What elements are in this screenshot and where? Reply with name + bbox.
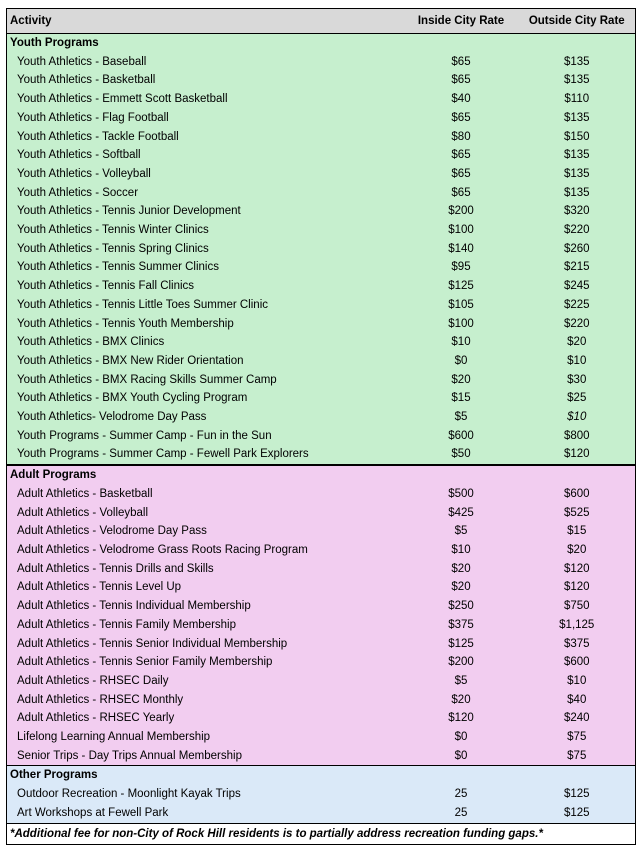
activity-cell: Adult Athletics - Volleyball bbox=[7, 504, 404, 523]
table-row bbox=[7, 616, 636, 635]
table-row bbox=[7, 389, 636, 408]
inside-rate-cell: $200 bbox=[404, 202, 519, 221]
activity-cell: Adult Athletics - RHSEC Yearly bbox=[7, 709, 404, 728]
inside-rate-cell: $65 bbox=[404, 53, 519, 72]
table-row bbox=[7, 53, 636, 72]
activity-cell: Youth Athletics - BMX New Rider Orientation bbox=[7, 352, 404, 371]
fee-table bbox=[6, 8, 636, 845]
inside-rate-cell: $65 bbox=[404, 165, 519, 184]
outside-rate-cell: $260 bbox=[519, 240, 636, 259]
inside-rate-cell: $20 bbox=[404, 691, 519, 710]
activity-cell: Youth Athletics - Softball bbox=[7, 146, 404, 165]
activity-cell: Adult Athletics - Velodrome Day Pass bbox=[7, 522, 404, 541]
table-row bbox=[7, 653, 636, 672]
activity-cell: Youth Athletics - Basketball bbox=[7, 71, 404, 90]
section-other-programs bbox=[7, 766, 636, 823]
activity-cell: Youth Athletics - Emmett Scott Basketball bbox=[7, 90, 404, 109]
table-row bbox=[7, 427, 636, 446]
section-title: Adult Programs bbox=[7, 465, 636, 485]
table-row bbox=[7, 352, 636, 371]
column-header-activity: Activity bbox=[7, 9, 404, 34]
table-row bbox=[7, 221, 636, 240]
table-row bbox=[7, 560, 636, 579]
inside-rate-cell: $125 bbox=[404, 277, 519, 296]
outside-rate-cell: $135 bbox=[519, 71, 636, 90]
section-title: Youth Programs bbox=[7, 34, 636, 53]
outside-rate-cell: $120 bbox=[519, 560, 636, 579]
table-row bbox=[7, 804, 636, 823]
outside-rate-cell: $20 bbox=[519, 541, 636, 560]
activity-cell: Youth Athletics - Tennis Youth Membership bbox=[7, 315, 404, 334]
outside-rate-cell: $150 bbox=[519, 128, 636, 147]
table-row bbox=[7, 578, 636, 597]
footnote: *Additional fee for non-City of Rock Hill residents is to partially address recreation funding gaps.* bbox=[7, 823, 636, 844]
table-footer bbox=[7, 823, 636, 844]
inside-rate-cell: $5 bbox=[404, 408, 519, 427]
inside-rate-cell: $20 bbox=[404, 560, 519, 579]
outside-rate-cell: $320 bbox=[519, 202, 636, 221]
inside-rate-cell: $10 bbox=[404, 541, 519, 560]
outside-rate-cell: $75 bbox=[519, 747, 636, 766]
inside-rate-cell: $15 bbox=[404, 389, 519, 408]
outside-rate-cell: $375 bbox=[519, 635, 636, 654]
inside-rate-cell: $65 bbox=[404, 184, 519, 203]
activity-cell: Youth Athletics - Soccer bbox=[7, 184, 404, 203]
table-row bbox=[7, 202, 636, 221]
table-row bbox=[7, 445, 636, 465]
inside-rate-cell: $65 bbox=[404, 146, 519, 165]
activity-cell: Adult Athletics - Basketball bbox=[7, 485, 404, 504]
activity-cell: Senior Trips - Day Trips Annual Membership bbox=[7, 747, 404, 766]
table-row bbox=[7, 371, 636, 390]
outside-rate-cell: $215 bbox=[519, 258, 636, 277]
table-row bbox=[7, 109, 636, 128]
table-row bbox=[7, 504, 636, 523]
activity-cell: Youth Athletics - Tennis Junior Development bbox=[7, 202, 404, 221]
outside-rate-cell: $120 bbox=[519, 578, 636, 597]
table-row bbox=[7, 71, 636, 90]
table-row bbox=[7, 315, 636, 334]
inside-rate-cell: $5 bbox=[404, 522, 519, 541]
inside-rate-cell: $80 bbox=[404, 128, 519, 147]
outside-rate-cell: $135 bbox=[519, 184, 636, 203]
table-row bbox=[7, 258, 636, 277]
inside-rate-cell: $105 bbox=[404, 296, 519, 315]
activity-cell: Youth Programs - Summer Camp - Fun in the Sun bbox=[7, 427, 404, 446]
inside-rate-cell: $40 bbox=[404, 90, 519, 109]
outside-rate-cell: $20 bbox=[519, 333, 636, 352]
activity-cell: Youth Athletics - Tennis Summer Clinics bbox=[7, 258, 404, 277]
outside-rate-cell: $525 bbox=[519, 504, 636, 523]
outside-rate-cell: $75 bbox=[519, 728, 636, 747]
outside-rate-cell: $135 bbox=[519, 165, 636, 184]
column-header-outside-rate: Outside City Rate bbox=[519, 9, 636, 34]
table-header bbox=[7, 9, 636, 34]
activity-cell: Adult Athletics - Tennis Level Up bbox=[7, 578, 404, 597]
inside-rate-cell: $100 bbox=[404, 221, 519, 240]
table-row bbox=[7, 240, 636, 259]
inside-rate-cell: $0 bbox=[404, 352, 519, 371]
outside-rate-cell: $15 bbox=[519, 522, 636, 541]
inside-rate-cell: $20 bbox=[404, 371, 519, 390]
activity-cell: Youth Athletics - Tennis Spring Clinics bbox=[7, 240, 404, 259]
outside-rate-cell: $220 bbox=[519, 221, 636, 240]
activity-cell: Youth Athletics - Tackle Football bbox=[7, 128, 404, 147]
outside-rate-cell: $125 bbox=[519, 804, 636, 823]
outside-rate-cell: $40 bbox=[519, 691, 636, 710]
section-youth-programs bbox=[7, 34, 636, 466]
outside-rate-cell: $30 bbox=[519, 371, 636, 390]
table-row bbox=[7, 165, 636, 184]
inside-rate-cell: $0 bbox=[404, 728, 519, 747]
outside-rate-cell: $135 bbox=[519, 146, 636, 165]
table-row bbox=[7, 333, 636, 352]
inside-rate-cell: $10 bbox=[404, 333, 519, 352]
rate-sheet bbox=[6, 8, 635, 845]
outside-rate-cell: $135 bbox=[519, 109, 636, 128]
table-row bbox=[7, 408, 636, 427]
activity-cell: Youth Athletics - BMX Youth Cycling Program bbox=[7, 389, 404, 408]
section-title: Other Programs bbox=[7, 766, 636, 785]
outside-rate-cell: $120 bbox=[519, 445, 636, 465]
outside-rate-cell: $600 bbox=[519, 485, 636, 504]
section-adult-programs bbox=[7, 465, 636, 766]
activity-cell: Adult Athletics - RHSEC Daily bbox=[7, 672, 404, 691]
column-header-inside-rate: Inside City Rate bbox=[404, 9, 519, 34]
activity-cell: Adult Athletics - Tennis Senior Family Membership bbox=[7, 653, 404, 672]
table-row bbox=[7, 691, 636, 710]
table-row bbox=[7, 785, 636, 804]
outside-rate-cell: $600 bbox=[519, 653, 636, 672]
outside-rate-cell: $750 bbox=[519, 597, 636, 616]
outside-rate-cell: $10 bbox=[519, 352, 636, 371]
outside-rate-cell: $10 bbox=[519, 672, 636, 691]
outside-rate-cell: $125 bbox=[519, 785, 636, 804]
activity-cell: Lifelong Learning Annual Membership bbox=[7, 728, 404, 747]
activity-cell: Adult Athletics - RHSEC Monthly bbox=[7, 691, 404, 710]
activity-cell: Adult Athletics - Tennis Drills and Skills bbox=[7, 560, 404, 579]
table-row bbox=[7, 597, 636, 616]
table-row bbox=[7, 90, 636, 109]
table-row bbox=[7, 128, 636, 147]
table-row bbox=[7, 296, 636, 315]
activity-cell: Adult Athletics - Tennis Individual Membership bbox=[7, 597, 404, 616]
table-row bbox=[7, 709, 636, 728]
activity-cell: Adult Athletics - Tennis Senior Individual Membership bbox=[7, 635, 404, 654]
inside-rate-cell: $250 bbox=[404, 597, 519, 616]
inside-rate-cell: $0 bbox=[404, 747, 519, 766]
table-row bbox=[7, 184, 636, 203]
inside-rate-cell: $200 bbox=[404, 653, 519, 672]
inside-rate-cell: $5 bbox=[404, 672, 519, 691]
inside-rate-cell: $65 bbox=[404, 109, 519, 128]
outside-rate-cell: $225 bbox=[519, 296, 636, 315]
inside-rate-cell: $375 bbox=[404, 616, 519, 635]
activity-cell: Adult Athletics - Tennis Family Membership bbox=[7, 616, 404, 635]
activity-cell: Youth Programs - Summer Camp - Fewell Park Explorers bbox=[7, 445, 404, 465]
outside-rate-cell: $1,125 bbox=[519, 616, 636, 635]
inside-rate-cell: $600 bbox=[404, 427, 519, 446]
activity-cell: Youth Athletics - Volleyball bbox=[7, 165, 404, 184]
outside-rate-cell: $220 bbox=[519, 315, 636, 334]
table-row bbox=[7, 146, 636, 165]
inside-rate-cell: $20 bbox=[404, 578, 519, 597]
inside-rate-cell: $140 bbox=[404, 240, 519, 259]
inside-rate-cell: 25 bbox=[404, 785, 519, 804]
outside-rate-cell: $135 bbox=[519, 53, 636, 72]
table-row bbox=[7, 277, 636, 296]
activity-cell: Youth Athletics - Tennis Little Toes Summer Clinic bbox=[7, 296, 404, 315]
table-row bbox=[7, 541, 636, 560]
activity-cell: Adult Athletics - Velodrome Grass Roots Racing Program bbox=[7, 541, 404, 560]
activity-cell: Art Workshops at Fewell Park bbox=[7, 804, 404, 823]
activity-cell: Youth Athletics - Tennis Fall Clinics bbox=[7, 277, 404, 296]
inside-rate-cell: 25 bbox=[404, 804, 519, 823]
outside-rate-cell: $25 bbox=[519, 389, 636, 408]
outside-rate-cell: $245 bbox=[519, 277, 636, 296]
outside-rate-cell: $240 bbox=[519, 709, 636, 728]
inside-rate-cell: $95 bbox=[404, 258, 519, 277]
inside-rate-cell: $425 bbox=[404, 504, 519, 523]
table-row bbox=[7, 728, 636, 747]
table-row bbox=[7, 522, 636, 541]
outside-rate-cell: $10 bbox=[519, 408, 636, 427]
inside-rate-cell: $500 bbox=[404, 485, 519, 504]
inside-rate-cell: $120 bbox=[404, 709, 519, 728]
activity-cell: Youth Athletics - Flag Football bbox=[7, 109, 404, 128]
table-row bbox=[7, 635, 636, 654]
activity-cell: Outdoor Recreation - Moonlight Kayak Trips bbox=[7, 785, 404, 804]
inside-rate-cell: $125 bbox=[404, 635, 519, 654]
outside-rate-cell: $110 bbox=[519, 90, 636, 109]
activity-cell: Youth Athletics - Tennis Winter Clinics bbox=[7, 221, 404, 240]
inside-rate-cell: $100 bbox=[404, 315, 519, 334]
activity-cell: Youth Athletics - Baseball bbox=[7, 53, 404, 72]
table-row bbox=[7, 485, 636, 504]
inside-rate-cell: $50 bbox=[404, 445, 519, 465]
table-row bbox=[7, 672, 636, 691]
outside-rate-cell: $800 bbox=[519, 427, 636, 446]
activity-cell: Youth Athletics- Velodrome Day Pass bbox=[7, 408, 404, 427]
activity-cell: Youth Athletics - BMX Clinics bbox=[7, 333, 404, 352]
table-row bbox=[7, 747, 636, 766]
inside-rate-cell: $65 bbox=[404, 71, 519, 90]
activity-cell: Youth Athletics - BMX Racing Skills Summer Camp bbox=[7, 371, 404, 390]
